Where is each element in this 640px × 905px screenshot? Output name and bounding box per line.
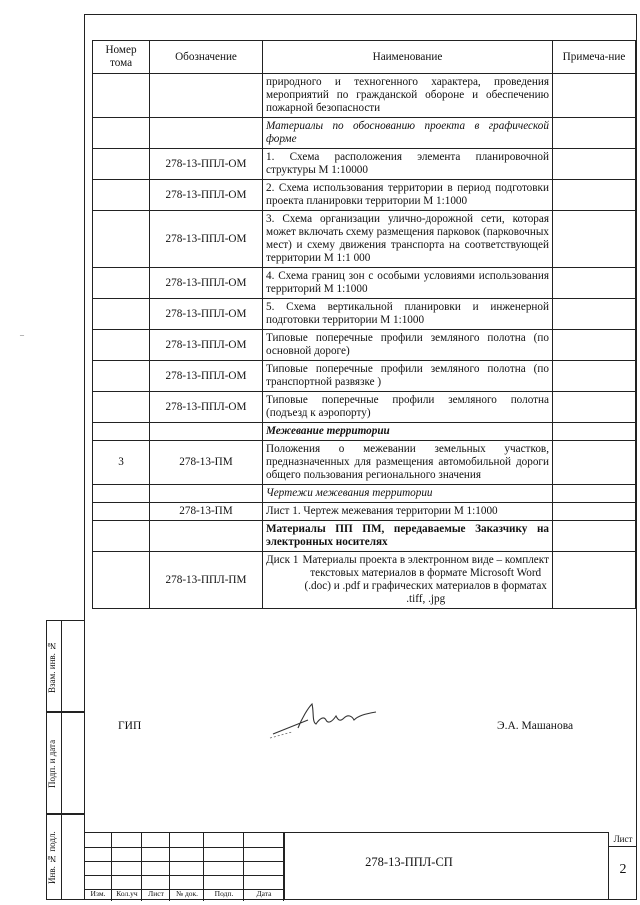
tb-col-izm: Изм. <box>90 889 106 898</box>
designation-cell <box>150 423 263 441</box>
name-cell: природного и техногенного характера, проведения мероприятий по гражданской обороне и обеспечению пожарной безопасности <box>263 74 553 118</box>
designation-cell: 278-13-ППЛ-ОМ <box>150 361 263 392</box>
table-row <box>93 392 636 423</box>
note-cell <box>553 521 636 552</box>
name-cell: Типовые поперечные профили земляного полотна (по основной дороге) <box>263 330 553 361</box>
designation-cell: 278-13-ППЛ-ОМ <box>150 211 263 268</box>
volume-cell: 3 <box>93 441 150 485</box>
note-cell <box>553 503 636 521</box>
tb-col-podp: Подп. <box>214 889 234 898</box>
volume-cell <box>93 330 150 361</box>
name-cell <box>263 552 553 609</box>
table-row <box>93 503 636 521</box>
header-volume: Номер тома <box>93 41 150 74</box>
volume-cell <box>93 485 150 503</box>
volume-cell <box>93 423 150 441</box>
designation-cell <box>150 118 263 149</box>
table-row <box>93 361 636 392</box>
name-cell: Материалы по обоснованию проекта в графической форме <box>263 118 553 149</box>
note-cell <box>553 149 636 180</box>
table-header-row <box>93 41 636 74</box>
volume-cell <box>93 118 150 149</box>
tb-col-data: Дата <box>256 889 272 898</box>
note-cell <box>553 361 636 392</box>
designation-cell: 278-13-ППЛ-ОМ <box>150 268 263 299</box>
volume-cell <box>93 503 150 521</box>
designation-cell: 278-13-ППЛ-ОМ <box>150 392 263 423</box>
designation-cell <box>150 485 263 503</box>
table-row <box>93 552 636 609</box>
table-row <box>93 180 636 211</box>
designation-cell: 278-13-ППЛ-ОМ <box>150 180 263 211</box>
volume-cell <box>93 299 150 330</box>
table-row <box>93 74 636 118</box>
note-cell <box>553 423 636 441</box>
name-cell: Типовые поперечные профили земляного полотна (подъезд к аэропорту) <box>263 392 553 423</box>
note-cell <box>553 299 636 330</box>
sheet-box <box>608 832 637 900</box>
tb-col-ndok: № док. <box>175 889 199 898</box>
handwritten-signature <box>268 698 388 742</box>
note-cell <box>553 118 636 149</box>
tb-col-kolvo: Кол.уч <box>116 889 138 898</box>
name-cell: 2. Схема использования территории в период подготовки проекта планировки территории М 1:1000 <box>263 180 553 211</box>
sheet-label: Лист <box>613 834 633 844</box>
volume-cell <box>93 180 150 211</box>
gip-label: ГИП <box>118 720 142 732</box>
name-cell: 1. Схема расположения элемента планировочной структуры М 1:10000 <box>263 149 553 180</box>
name-cell: Межевание территории <box>263 423 553 441</box>
note-cell <box>553 330 636 361</box>
table-row <box>93 149 636 180</box>
volume-cell <box>93 74 150 118</box>
note-cell <box>553 180 636 211</box>
volume-cell <box>93 361 150 392</box>
header-designation: Обозначение <box>150 41 263 74</box>
document-number: 278-13-ППЛ-СП <box>365 854 453 869</box>
designation-cell: 278-13-ПМ <box>150 441 263 485</box>
margin-mark: – <box>20 330 24 339</box>
table-row <box>93 485 636 503</box>
designation-cell: 278-13-ППЛ-ОМ <box>150 149 263 180</box>
disk-description: Материалы проекта в электронном виде – комплект текстовых материалов в формате Microsoft Word (.doc) и .pdf и графических материалов в форматах .tiff, .jpg <box>302 554 549 605</box>
name-cell: Материалы ПП ПМ, передаваемые Заказчику на электронных носителях <box>263 521 553 552</box>
tb-col-list: Лист <box>148 889 164 898</box>
note-cell <box>553 74 636 118</box>
designation-cell <box>150 74 263 118</box>
margin-inv <box>46 814 84 900</box>
margin-vzam-label: Взам. инв. № <box>47 640 57 694</box>
note-cell <box>553 392 636 423</box>
table-row <box>93 299 636 330</box>
contents-table <box>92 40 636 609</box>
margin-vzam <box>46 620 84 712</box>
designation-cell: 278-13-ППЛ-ОМ <box>150 330 263 361</box>
name-cell: Чертежи межевания территории <box>263 485 553 503</box>
disk-label: Диск 1 <box>266 554 299 566</box>
table-row <box>93 211 636 268</box>
note-cell <box>553 268 636 299</box>
volume-cell <box>93 149 150 180</box>
table-row <box>93 268 636 299</box>
note-cell <box>553 552 636 609</box>
note-cell <box>553 441 636 485</box>
table-row <box>93 423 636 441</box>
table-row <box>93 330 636 361</box>
margin-inv-label: Инв. № подл. <box>47 831 57 885</box>
sheet-number: 2 <box>619 862 627 877</box>
name-cell: 3. Схема организации улично-дорожной сети, которая может включать схему размещения парковок (парковочных мест) и схему движения транспорта на соответствующей территории М 1:1 000 <box>263 211 553 268</box>
volume-cell <box>93 521 150 552</box>
table-row <box>93 441 636 485</box>
designation-cell: 278-13-ППЛ-ОМ <box>150 299 263 330</box>
designation-cell <box>150 521 263 552</box>
name-cell: 5. Схема вертикальной планировки и инженерной подготовки территории М 1:1000 <box>263 299 553 330</box>
name-cell: Положения о межевании земельных участков, предназначенных для размещения автомобильной дороги общего пользования регионального значения <box>263 441 553 485</box>
designation-cell: 278-13-ППЛ-ПМ <box>150 552 263 609</box>
name-cell: 4. Схема границ зон с особыми условиями использования территорий М 1:1000 <box>263 268 553 299</box>
name-cell: Типовые поперечные профили земляного полотна (по транспортной развязке ) <box>263 361 553 392</box>
note-cell <box>553 211 636 268</box>
name-cell: Лист 1. Чертеж межевания территории М 1:1000 <box>263 503 553 521</box>
designation-cell: 278-13-ПМ <box>150 503 263 521</box>
volume-cell <box>93 392 150 423</box>
volume-cell <box>93 552 150 609</box>
volume-cell <box>93 268 150 299</box>
header-name: Наименование <box>263 41 553 74</box>
header-note: Примеча-ние <box>553 41 636 74</box>
volume-cell <box>93 211 150 268</box>
margin-podp <box>46 712 84 814</box>
signer-name: Э.А. Машанова <box>497 720 574 732</box>
table-row <box>93 521 636 552</box>
note-cell <box>553 485 636 503</box>
table-row <box>93 118 636 149</box>
margin-podp-label: Подп. и дата <box>47 739 57 789</box>
